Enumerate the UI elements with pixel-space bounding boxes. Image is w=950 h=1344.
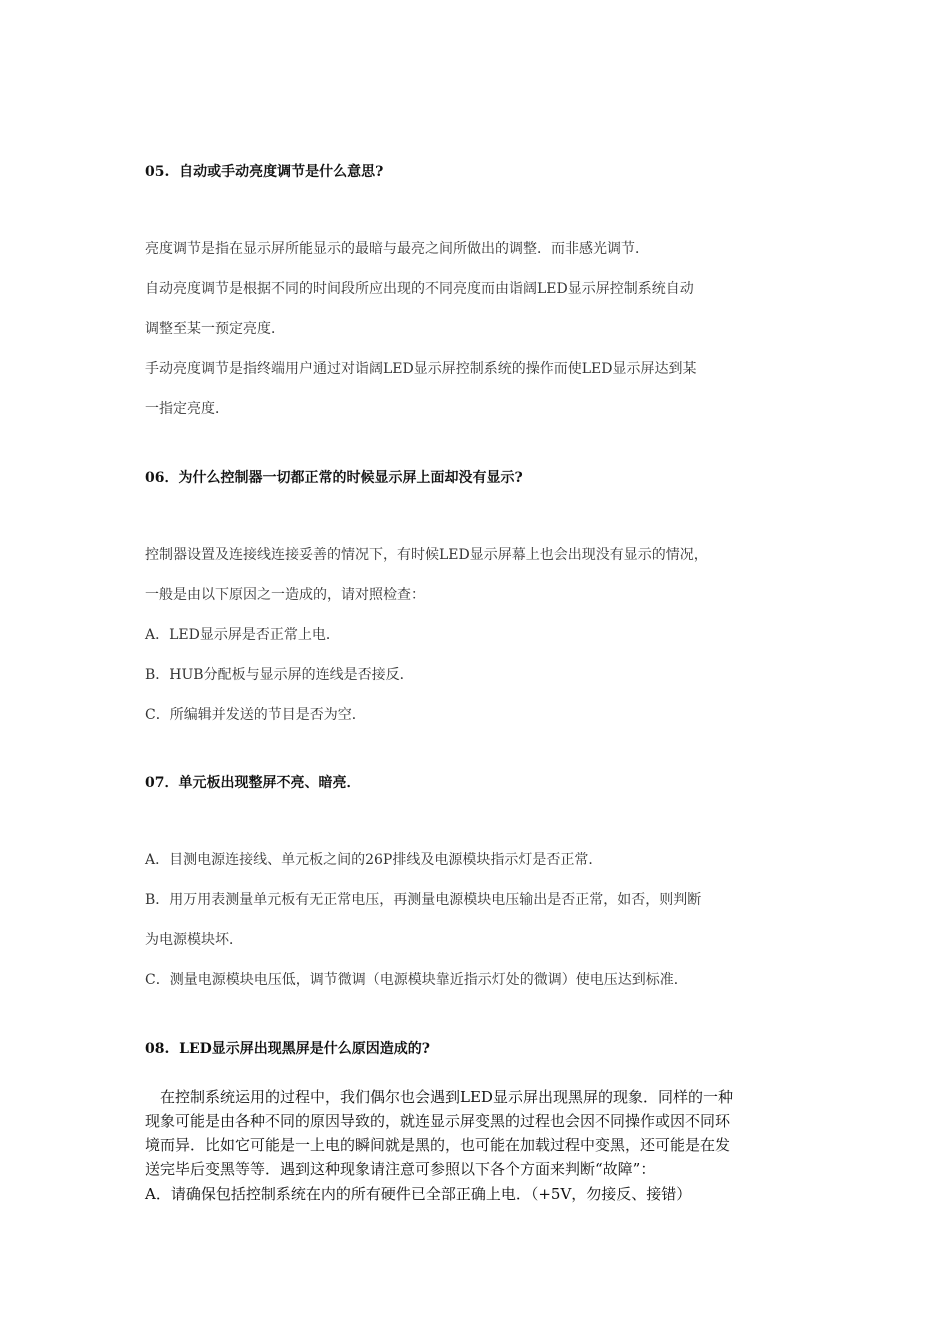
section-05-line-3: 调整至某一预定亮度． xyxy=(145,321,285,337)
section-06-line-2: 一般是由以下原因之一造成的，请对照检查： xyxy=(145,587,425,603)
section-07-heading: 07．单元板出现整屏不亮、暗亮． xyxy=(145,775,361,791)
section-07-line-4: C．测量电源模块电压低，调节微调（电源模块靠近指示灯处的微调）使电压达到标准． xyxy=(145,972,688,988)
section-07-line-2: B．用万用表测量单元板有无正常电压，再测量电源模块电压输出是否正常，如否，则判断 xyxy=(145,892,702,908)
section-08-line-2: 现象可能是由各种不同的原因导致的，就连显示屏变黑的过程也会因不同操作或因不同环 xyxy=(145,1112,731,1130)
section-06-line-4: B．HUB分配板与显示屏的连线是否接反． xyxy=(145,667,414,683)
section-08-line-4: 送完毕后变黑等等．遇到这种现象请注意可参照以下各个方面来判断“故障”： xyxy=(145,1160,656,1178)
section-06-heading: 06．为什么控制器一切都正常的时候显示屏上面却没有显示? xyxy=(145,470,523,486)
section-08-heading: 08. LED显示屏出现黑屏是什么原因造成的? xyxy=(145,1041,430,1057)
section-06-line-5: C．所编辑并发送的节目是否为空． xyxy=(145,707,366,723)
section-05-heading: 05. 自动或手动亮度调节是什么意思? xyxy=(145,164,384,180)
section-07-line-1: A．目测电源连接线、单元板之间的26P排线及电源模块指示灯是否正常． xyxy=(145,852,603,868)
section-05-line-1: 亮度调节是指在显示屏所能显示的最暗与最亮之间所做出的调整．而非感光调节． xyxy=(145,241,649,257)
section-08-line-3: 境而异．比如它可能是一上电的瞬间就是黑的，也可能在加载过程中变黑，还可能是在发 xyxy=(145,1136,731,1154)
section-07-line-3: 为电源模块坏． xyxy=(145,932,243,948)
section-05-line-2: 自动亮度调节是根据不同的时间段所应出现的不同亮度而由诣阔LED显示屏控制系统自动 xyxy=(145,281,694,297)
section-08-line-1: 在控制系统运用的过程中，我们偶尔也会遇到LED显示屏出现黑屏的现象．同样的一种 xyxy=(145,1088,733,1106)
section-05-line-4: 手动亮度调节是指终端用户通过对诣阔LED显示屏控制系统的操作而使LED显示屏达到某 xyxy=(145,361,697,377)
section-06-line-1: 控制器设置及连接线连接妥善的情况下，有时候LED显示屏幕上也会出现没有显示的情况， xyxy=(145,547,708,563)
section-05-line-5: 一指定亮度． xyxy=(145,401,229,417)
section-08-line-5: A．请确保包括控制系统在内的所有硬件已全部正确上电．（+5V，勿接反、接错） xyxy=(145,1185,692,1203)
section-06-line-3: A．LED显示屏是否正常上电． xyxy=(145,627,340,643)
